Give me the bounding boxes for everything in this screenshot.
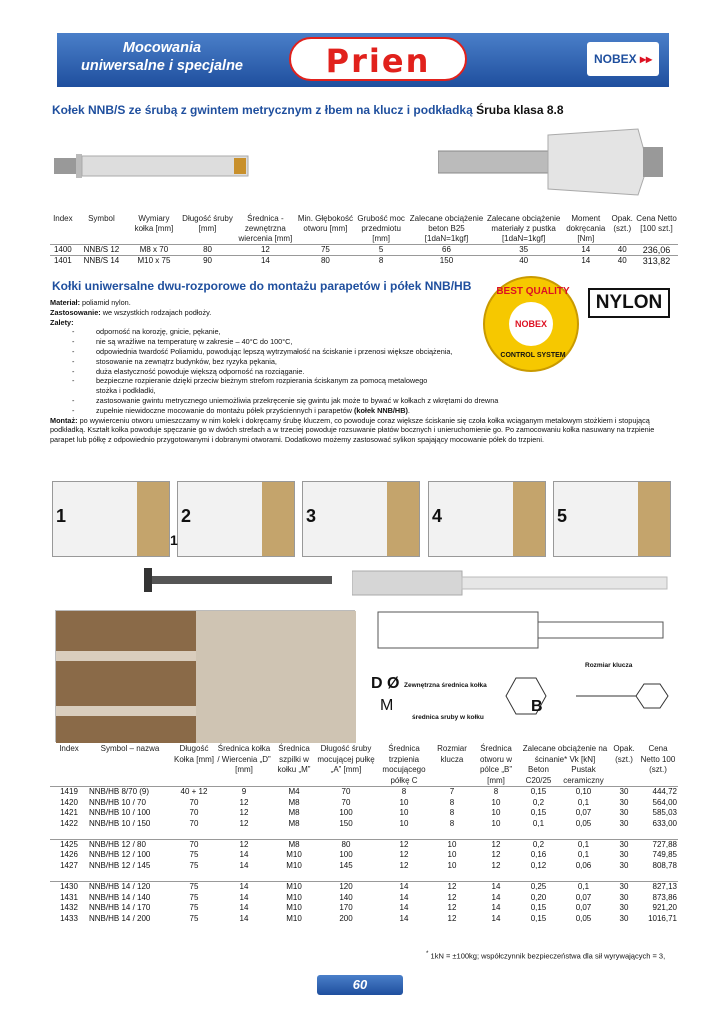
footnote: * 1kN = ±100kg; współczynnik bezpieczeństwa dla sił wyrywających = 3, bbox=[426, 950, 666, 961]
cell: 170 bbox=[339, 903, 353, 913]
cell: 0,07 bbox=[575, 903, 592, 913]
use-line: Zastosowanie: we wszystkich rodzajach podłoży. bbox=[50, 307, 212, 317]
cell: 0,10 bbox=[557, 787, 610, 798]
cell: 14 bbox=[234, 256, 296, 267]
cell: 12 bbox=[447, 892, 457, 902]
col-header: Długość śruby [mm] bbox=[182, 214, 233, 233]
cell: 14 bbox=[491, 913, 501, 923]
cell: M10 x 75 bbox=[127, 256, 181, 267]
cell: 0,07 bbox=[575, 892, 592, 902]
col-header: Min. Głębokość otworu [mm] bbox=[297, 214, 353, 233]
col-header: Średnica otworu w pólce „B” [mm] bbox=[479, 744, 512, 785]
cell: 12 bbox=[399, 861, 409, 871]
install-step: 5 bbox=[553, 481, 671, 557]
cell: 633,00 bbox=[652, 818, 677, 828]
cell: M8 bbox=[272, 839, 316, 850]
cell: 12 bbox=[376, 839, 432, 850]
cell: 0,2 bbox=[532, 797, 545, 807]
table-row bbox=[50, 798, 678, 809]
cell: 40 bbox=[609, 245, 635, 256]
anchor-nnbhb-image bbox=[352, 566, 672, 600]
cell: 12 bbox=[447, 903, 457, 913]
cell: 1430 bbox=[50, 882, 88, 893]
anchor-nnbs-illustration bbox=[52, 140, 252, 192]
cell: 1421 bbox=[60, 808, 78, 818]
cell: 10 bbox=[491, 818, 501, 828]
cell: 80 bbox=[316, 839, 376, 850]
cell: 1400 bbox=[50, 245, 76, 256]
cell: NNB/S 14 bbox=[76, 256, 127, 267]
col-header: Moment dokręcania [Nm] bbox=[566, 214, 606, 243]
header-title-line2: uniwersalne i specjalne bbox=[81, 58, 243, 74]
cell: 14 bbox=[562, 245, 609, 256]
cell: 0,12 bbox=[530, 861, 547, 871]
cell: NNB/HB 12 / 80 bbox=[88, 839, 172, 850]
col-header: Symbol bbox=[88, 214, 115, 223]
cell: 75 bbox=[172, 882, 216, 893]
cell: 10 bbox=[491, 797, 501, 807]
header-title bbox=[57, 39, 267, 75]
list-item: - odpowiednia twardość Poliamidu, powodując lepszą wytrzymałość na ściskanie i przenosi większe obciążenia, bbox=[50, 347, 675, 357]
cell: 14 bbox=[239, 892, 249, 902]
cell: 70 bbox=[189, 808, 199, 818]
col-header: Cena Netto [100 szt.] bbox=[636, 214, 677, 233]
anchor-drawing-illustration bbox=[368, 604, 668, 656]
cell: 12 bbox=[491, 861, 501, 871]
cell: 749,85 bbox=[652, 850, 677, 860]
cell: 70 bbox=[341, 797, 351, 807]
cell: 10 bbox=[447, 861, 457, 871]
install-step: 3 bbox=[302, 481, 420, 557]
table-nnbhb-header bbox=[50, 744, 678, 765]
col-header: Zalecane obciążenie beton B25 [1daN=1kgf] bbox=[409, 214, 484, 243]
cell: 80 bbox=[181, 245, 235, 256]
advantages-list bbox=[50, 327, 675, 415]
col-header: Opak. (szt.) bbox=[613, 744, 635, 764]
cell: 727,88 bbox=[638, 839, 678, 850]
cell: NNB/S 12 bbox=[76, 245, 127, 256]
cell: 140 bbox=[339, 892, 353, 902]
col-header: Zalecane obciążenie na ścinanie* Vk [kN] bbox=[522, 744, 608, 764]
cell: 40 + 12 bbox=[172, 787, 216, 798]
cell: 12 bbox=[239, 808, 249, 818]
table-row bbox=[50, 903, 678, 914]
list-item: - odporność na korozję, gnicie, pękanie, bbox=[50, 327, 675, 337]
cell: 150 bbox=[339, 818, 353, 828]
col-header: Średnica kołka / Wiercenia „D” [mm] bbox=[217, 744, 271, 774]
cell: 0,1 bbox=[577, 850, 590, 860]
col-subheader-pustak: Pustak ceramiczny bbox=[563, 765, 604, 785]
cell: NNB/HB 14 / 200 bbox=[89, 913, 151, 923]
anchor-nnbs-expanded-illustration bbox=[438, 125, 673, 201]
cell: 0,1 bbox=[532, 818, 545, 828]
cell: 1401 bbox=[50, 256, 76, 267]
cell: 70 bbox=[172, 839, 216, 850]
cell: 30 bbox=[610, 839, 638, 850]
step1-sub-label: 1 bbox=[170, 532, 178, 548]
cell: 14 bbox=[491, 892, 501, 902]
cell: NNB/HB 12 / 145 bbox=[89, 861, 151, 871]
cell: 30 bbox=[619, 818, 629, 828]
cell: 70 bbox=[189, 797, 199, 807]
cell: 10 bbox=[399, 818, 409, 828]
cell: 0,05 bbox=[575, 913, 592, 923]
anchor-nnbs-expanded-image bbox=[438, 125, 673, 201]
cell: 100 bbox=[339, 808, 353, 818]
cell: 873,86 bbox=[652, 892, 677, 902]
cell: 0,15 bbox=[520, 787, 557, 798]
cell: 40 bbox=[609, 256, 635, 267]
cell: 1422 bbox=[60, 818, 78, 828]
cell: 1425 bbox=[50, 839, 88, 850]
cell: 7 bbox=[432, 787, 472, 798]
cell: NNB/HB 10 / 150 bbox=[89, 818, 151, 828]
cell: 0,07 bbox=[575, 808, 592, 818]
cell: M10 bbox=[286, 861, 302, 871]
cell: 200 bbox=[339, 913, 353, 923]
table-row bbox=[50, 839, 678, 850]
col-header: Symbol – nazwa bbox=[100, 744, 160, 753]
cell: 14 bbox=[239, 913, 249, 923]
cell: 75 bbox=[189, 850, 199, 860]
install-step: 1 bbox=[52, 481, 170, 557]
anchor-nnbs-image bbox=[52, 140, 252, 192]
col-header: Średnica - zewnętrzna wiercenia [mm] bbox=[238, 214, 293, 243]
cell: 30 bbox=[619, 892, 629, 902]
cell: 8 bbox=[472, 787, 520, 798]
col-header: Rozmiar klucza bbox=[437, 744, 467, 764]
cell: 921,20 bbox=[652, 903, 677, 913]
table-row bbox=[50, 882, 678, 893]
cell: 10 bbox=[432, 839, 472, 850]
section2-title: Kołki uniwersalne dwu-rozporowe do montażu parapetów i półek NNB/HB bbox=[52, 279, 472, 293]
cell: 0,1 bbox=[557, 882, 610, 893]
table-nnbs bbox=[50, 214, 678, 266]
table-gap-row bbox=[50, 829, 678, 839]
label-d-text: Zewnętrzna średnica kołka bbox=[404, 682, 487, 689]
list-item: - nie są wrażliwe na temperaturę w zakresie – 40°C do 100°C, bbox=[50, 337, 675, 347]
cell: 14 bbox=[399, 892, 409, 902]
cell: 8 bbox=[449, 797, 455, 807]
cell: 0,1 bbox=[557, 839, 610, 850]
shelf-photo bbox=[55, 610, 355, 742]
cell: 30 bbox=[619, 861, 629, 871]
col-header: Długość Kołka [mm] bbox=[173, 744, 214, 764]
badge-bottom-text: CONTROL SYSTEM bbox=[500, 352, 566, 359]
cell: 30 bbox=[619, 797, 629, 807]
cell: 12 bbox=[447, 913, 457, 923]
brand-logo: Prien bbox=[289, 37, 467, 81]
label-d: D Ø bbox=[371, 675, 400, 692]
install-step: 4 bbox=[428, 481, 546, 557]
list-item: - duża elastyczność powoduje większą odporność na rozciąganie. bbox=[50, 367, 675, 377]
cell: 70 bbox=[189, 818, 199, 828]
cell: M8 bbox=[288, 797, 300, 807]
cell: 14 bbox=[376, 882, 432, 893]
cell: 12 bbox=[239, 797, 249, 807]
cell: 0,06 bbox=[575, 861, 592, 871]
cell: 14 bbox=[216, 882, 272, 893]
cell: 9 bbox=[216, 787, 272, 798]
label-wrench-size: Rozmiar klucza bbox=[585, 662, 633, 669]
col-header: Długość śruby mocującej pułkę „A” [mm] bbox=[317, 744, 375, 774]
cell: 0,16 bbox=[530, 850, 547, 860]
section1-title-bold: Śruba klasa 8.8 bbox=[476, 103, 564, 117]
dimension-drawing-illustration bbox=[496, 670, 676, 722]
table-row bbox=[50, 850, 678, 861]
cell: 14 bbox=[239, 850, 249, 860]
page-header bbox=[57, 33, 669, 87]
cell: 14 bbox=[239, 903, 249, 913]
cell: 0,20 bbox=[530, 892, 547, 902]
cell: 30 bbox=[610, 882, 638, 893]
product-info bbox=[50, 298, 675, 445]
cell: 14 bbox=[239, 861, 249, 871]
table-row bbox=[50, 893, 678, 904]
cell: 0,2 bbox=[520, 839, 557, 850]
cell: 12 bbox=[432, 882, 472, 893]
cell: 80 bbox=[296, 256, 354, 267]
cell: M8 bbox=[288, 818, 300, 828]
cell: 8 bbox=[449, 818, 455, 828]
cell: 75 bbox=[296, 245, 354, 256]
table-gap-row bbox=[50, 872, 678, 882]
cell: 35 bbox=[485, 245, 562, 256]
col-header: Cena Netto 100 (szt.) bbox=[640, 744, 676, 774]
cell: 1431 bbox=[60, 892, 78, 902]
cell: 40 bbox=[485, 256, 562, 267]
cell: 90 bbox=[181, 256, 235, 267]
badge-top-text: BEST QUALITY bbox=[496, 286, 570, 297]
cell: M10 bbox=[286, 913, 302, 923]
cell: M10 bbox=[272, 882, 316, 893]
cell: 12 bbox=[399, 850, 409, 860]
cell-price: 236,06 bbox=[635, 245, 678, 256]
cell: NNB/HB 10 / 100 bbox=[89, 808, 151, 818]
cell: 75 bbox=[189, 861, 199, 871]
cell: 14 bbox=[399, 913, 409, 923]
col-header: Index bbox=[53, 214, 73, 223]
anchor-drawing bbox=[368, 604, 668, 656]
cell: 1016,71 bbox=[648, 913, 677, 923]
cell: 12 bbox=[491, 850, 501, 860]
cell: 12 bbox=[472, 839, 520, 850]
shelf-photo-illustration bbox=[56, 611, 356, 743]
badge-center-text: NOBEX bbox=[509, 302, 553, 346]
cell: 10 bbox=[447, 850, 457, 860]
table-row bbox=[50, 861, 678, 872]
cell: 8 bbox=[449, 808, 455, 818]
cell: M8 bbox=[288, 808, 300, 818]
header-title-line1: Mocowania bbox=[122, 40, 202, 56]
list-item: - bezpieczne rozpieranie dzięki przeciw bieżnym strefom rozpierania ściskanym za pomocą metalowego bbox=[50, 376, 675, 386]
cell: 0,15 bbox=[530, 808, 547, 818]
nylon-logo: NYLON bbox=[588, 288, 670, 318]
cell: 808,78 bbox=[652, 861, 677, 871]
material-line: Materiał: poliamid nylon. bbox=[50, 298, 131, 307]
list-item-cont: stożka i podkładki, bbox=[96, 386, 156, 396]
cell: 1420 bbox=[60, 797, 78, 807]
table-nnbs-header bbox=[50, 214, 678, 245]
table-row bbox=[50, 914, 678, 925]
cell: 66 bbox=[408, 245, 485, 256]
col-header: Średnica szpilki w kołku „M” bbox=[277, 744, 311, 774]
cell: 8 bbox=[354, 256, 408, 267]
cell: 14 bbox=[562, 256, 609, 267]
cell: 1419 bbox=[50, 787, 88, 798]
cell: 12 bbox=[239, 818, 249, 828]
cell: NNB/HB 12 / 100 bbox=[89, 850, 151, 860]
cell: 30 bbox=[619, 913, 629, 923]
cell: M8 x 70 bbox=[127, 245, 181, 256]
table-row bbox=[50, 245, 678, 256]
cell: 1427 bbox=[60, 861, 78, 871]
table-row bbox=[50, 819, 678, 830]
table-nnbhb-body bbox=[50, 787, 678, 925]
cell: 12 bbox=[216, 839, 272, 850]
quality-badge bbox=[483, 276, 579, 372]
cell: 1432 bbox=[60, 903, 78, 913]
cell: 0,15 bbox=[530, 903, 547, 913]
cell: 14 bbox=[472, 882, 520, 893]
col-subheader-beton: Beton C20/25 bbox=[525, 765, 552, 785]
bolt-illustration bbox=[134, 566, 334, 594]
cell: 75 bbox=[189, 892, 199, 902]
col-header: Średnica trzpienia mocującego półkę C bbox=[382, 744, 426, 785]
cell: 10 bbox=[399, 808, 409, 818]
cell: 75 bbox=[189, 913, 199, 923]
label-m-text: średnica sruby w kołku bbox=[412, 714, 484, 721]
cell: 1433 bbox=[60, 913, 78, 923]
cell: 70 bbox=[316, 787, 376, 798]
cell: 8 bbox=[376, 787, 432, 798]
cell: 444,72 bbox=[638, 787, 678, 798]
col-header: Zalecane obciążenie materiały z pustka [1daN=1kgf] bbox=[486, 214, 561, 243]
advantages-label: Zalety: bbox=[50, 317, 74, 327]
cell: NNB/HB 14 / 170 bbox=[89, 903, 151, 913]
cell: 12 bbox=[234, 245, 296, 256]
cell: NNB/HB 14 / 120 bbox=[88, 882, 172, 893]
anchor-nnbhb-illustration bbox=[352, 566, 672, 600]
nobex-logo-text: NOBEX bbox=[593, 52, 637, 66]
cell: 120 bbox=[316, 882, 376, 893]
page-number: 60 bbox=[317, 975, 403, 995]
cell: 585,03 bbox=[652, 808, 677, 818]
section1-title: Kołek NNB/S ze śrubą z gwintem metrycznym z łbem na klucz i podkładką Śruba klasa 8.8 bbox=[52, 103, 564, 117]
cell: 10 bbox=[491, 808, 501, 818]
cell: 30 bbox=[619, 808, 629, 818]
cell: 0,05 bbox=[575, 818, 592, 828]
table-row bbox=[50, 808, 678, 819]
cell: M4 bbox=[272, 787, 316, 798]
cell: NNB/HB 10 / 70 bbox=[89, 797, 146, 807]
cell: NNB/HB 14 / 140 bbox=[89, 892, 151, 902]
cell: M10 bbox=[286, 892, 302, 902]
cell-price: 313,82 bbox=[635, 256, 678, 267]
cell: 14 bbox=[491, 903, 501, 913]
cell: 30 bbox=[619, 903, 629, 913]
cell: 150 bbox=[408, 256, 485, 267]
col-header: Wymiary kołka [mm] bbox=[134, 214, 174, 233]
cell: 0,1 bbox=[577, 797, 590, 807]
cell: 30 bbox=[619, 850, 629, 860]
cell: 14 bbox=[399, 903, 409, 913]
col-header: Index bbox=[59, 744, 79, 753]
label-b: B bbox=[531, 698, 543, 715]
cell: 145 bbox=[339, 861, 353, 871]
cell: 0,15 bbox=[530, 913, 547, 923]
label-m: M bbox=[380, 697, 394, 714]
col-header: Opak. (szt.) bbox=[611, 214, 633, 233]
cell: 564,00 bbox=[652, 797, 677, 807]
cell: 827,13 bbox=[638, 882, 678, 893]
cell: 75 bbox=[189, 903, 199, 913]
cell: NNB/HB 8/70 (9) bbox=[88, 787, 172, 798]
list-item: - zastosowanie gwintu metrycznego uniemożliwia przekręcenie się gwintu jak może to bywać w kołkach z wkrętami do drewna bbox=[50, 396, 675, 406]
nobex-logo: NOBEX ▸▸ bbox=[587, 42, 659, 76]
list-item: - zupełnie niewidoczne mocowanie do montażu półek przyściennych i parapetów (kołek NNB/HB). bbox=[50, 406, 675, 416]
cell: 30 bbox=[610, 787, 638, 798]
table-row bbox=[50, 256, 678, 267]
cell: 5 bbox=[354, 245, 408, 256]
col-header: Grubość moc przedmiotu [mm] bbox=[357, 214, 405, 243]
cell: 100 bbox=[339, 850, 353, 860]
bolt-image bbox=[134, 566, 334, 594]
cell: M10 bbox=[286, 903, 302, 913]
table-row bbox=[50, 787, 678, 798]
dimension-drawing bbox=[496, 670, 676, 722]
cell: M10 bbox=[286, 850, 302, 860]
table-nnbhb bbox=[50, 744, 678, 925]
list-item: - stosowanie na zewnątrz budynków, bez ryzyka pękania, bbox=[50, 357, 675, 367]
montaz-text: Montaż: po wywierceniu otworu umieszczamy w nim kołek i dokręcamy śrubę kluczem, co powoduje coraz większe ściskanie się czoła kołka wciąganym metalowym stożkiem i stopującą podkładką. Kształt kołka powoduje spęczanie go w dwóch strefach a w trzeciej powoduje rozsuwanie płatów bocznych i unieruchomienie go. Po zamocowaniu kołka nasuwany na trzpienie parapet lub półkę z odpowiednio przygotowanymi i dobranymi otworami. Dodatkowo możemy zastosować sylikon spajający mocowanie półek do trzpieni. bbox=[50, 415, 655, 445]
cell: 10 bbox=[399, 797, 409, 807]
cell: 0,25 bbox=[520, 882, 557, 893]
install-step: 2 bbox=[177, 481, 295, 557]
cell: 1426 bbox=[60, 850, 78, 860]
